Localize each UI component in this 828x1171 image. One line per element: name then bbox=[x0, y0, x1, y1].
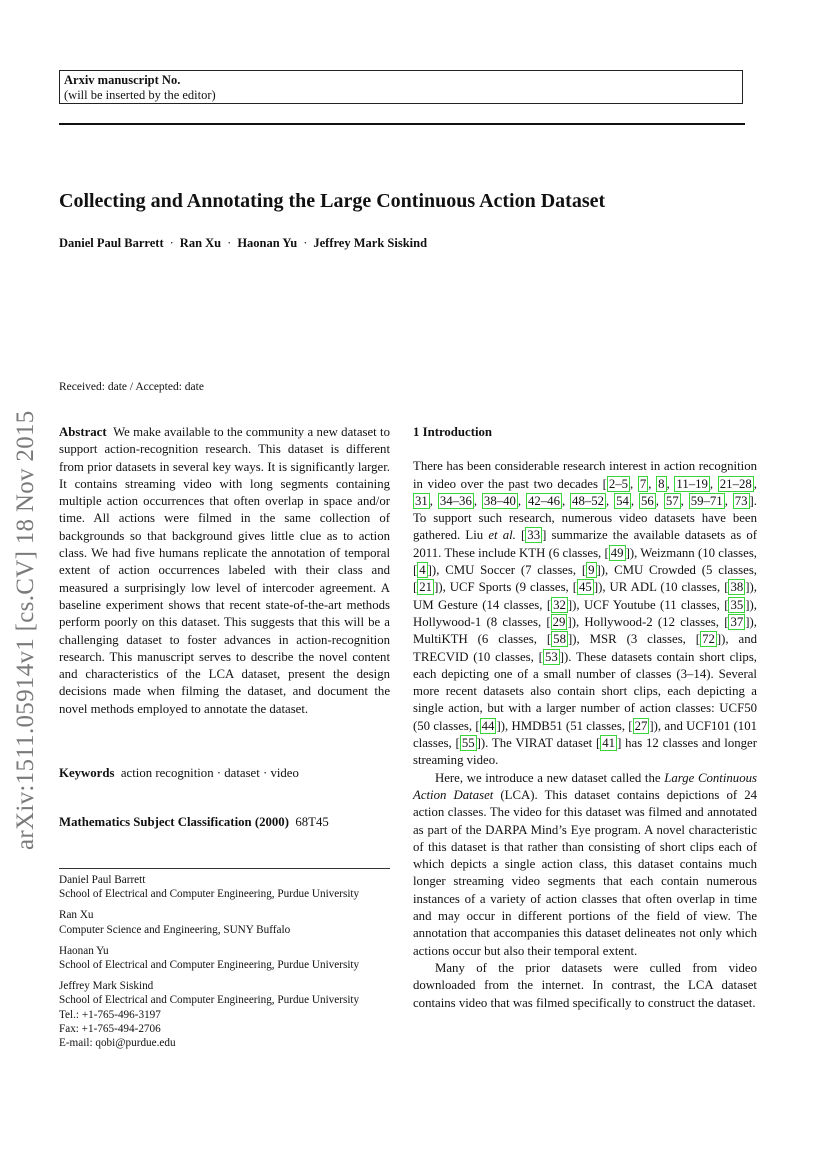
header-rule bbox=[59, 123, 745, 125]
emphasis-text: Large Continuous Action Dataset bbox=[413, 770, 757, 802]
citation-link[interactable]: 57 bbox=[665, 493, 679, 508]
author-separator: · bbox=[227, 236, 232, 250]
arxiv-identifier: arXiv:1511.05914v1 [cs.CV] 18 Nov 2015 bbox=[12, 410, 39, 850]
citation-link[interactable]: 44 bbox=[481, 718, 495, 733]
author-list bbox=[59, 236, 427, 251]
manuscript-note: (will be inserted by the editor) bbox=[64, 88, 216, 102]
received-date: Received: date / Accepted: date bbox=[59, 381, 204, 393]
author-name: Jeffrey Mark Siskind bbox=[313, 236, 428, 250]
affiliation-line: School of Electrical and Computer Engineering, Purdue University bbox=[59, 959, 360, 972]
citation-link[interactable]: 4 bbox=[419, 563, 426, 578]
author-name: Haonan Yu bbox=[237, 236, 298, 250]
affiliation-line: Computer Science and Engineering, SUNY Buffalo bbox=[59, 923, 291, 936]
affiliation-entry bbox=[59, 873, 399, 901]
affiliation-entry bbox=[59, 944, 399, 972]
intro-paragraph-3: Many of the prior datasets were culled from video downloaded from the internet. In contrast, the LCA dataset contains video that was filmed specifically to construct the dataset. bbox=[413, 960, 757, 1010]
citation-link[interactable]: 7 bbox=[639, 476, 647, 491]
citation-link[interactable]: 37 bbox=[730, 614, 744, 629]
paper-title: Collecting and Annotating the Large Continuous Action Dataset bbox=[59, 190, 606, 212]
citation-link[interactable]: 72 bbox=[702, 632, 715, 647]
intro-paragraph-1: There has been considerable research interest in action recognition in video over the past two decades [ 2–5 , 7 , 8 , 11–19 , 21–28 , 31 , 34–36 , 38–40 , 42–46 , 48–52 , 54 , 56 , 57 , 59–71 , 73 ]. To support such research, numerous video datasets have been gathered. Liu et al. [ 33 ] summarize the available datasets as of 2011. These include KTH (6 classes, [ 49 ]), Weizmann (10 classes, [ 4 ]), CMU Soccer (7 classes, [ 9 ]), CMU Crowded (5 classes, [ 21 ]), UCF Sports (9 classes, [ 45 ]), UR ADL (10 classes, [ 38 ]), UM Gesture (14 classes, [ 32 ]), UCF Youtube (11 classes, [ 35 ]), Hollywood-1 (8 classes, [ 29 ]), Hollywood-2 (12 classes, [ 37 ]), MultiKTH (6 classes, [ 58 ]), MSR (3 classes, [ 72 ]), and TRECVID (10 classes, [ 53 ]). These datasets contain short clips, each depicting one of a small number of classes (3–14). Several more recent datasets also contain short clips, each depicting a single action, but with a larger number of action classes: UCF50 (50 classes, [ 44 ]), HMDB51 (51 classes, [ 27 ]), and UCF101 (101 classes, [ 55 ]). The VIRAT dataset [ 41 ] has 12 classes and longer streaming video. bbox=[413, 459, 758, 768]
citation-link[interactable]: 49 bbox=[610, 545, 624, 560]
affiliation-name: Ran Xu bbox=[59, 909, 94, 922]
citation-link[interactable]: 32 bbox=[553, 597, 566, 612]
keywords bbox=[59, 766, 299, 781]
citation-link[interactable]: 38 bbox=[730, 580, 744, 595]
citation-link[interactable]: 53 bbox=[544, 649, 558, 664]
footnote-rule bbox=[59, 868, 390, 869]
citation-link[interactable]: 42–46 bbox=[527, 493, 560, 508]
author-separator: · bbox=[169, 236, 174, 250]
abstract-text: We make available to the community a new dataset to support action-recognition research. This dataset is different from prior datasets in several key ways. It is significantly larger. It contains streaming video with long segments containing multiple action occurrences that often overlap in space and/or time. All actions were filmed in the same collection of backgrounds so that background gives little clue as to action class. We had five humans replicate the annotation of temporal extent of action occurrences labeled with their class and measured a surprisingly low level of intercoder agreement. A baseline experiment shows that recent state-of-the-art methods perform poorly on this dataset. This suggests that this will be a challenging dataset to foster advances in action-recognition research. This manuscript serves to describe the novel content and characteristics of the LCA dataset, present the design decisions made when filming the dataset, and document the novel methods employed to annotate the dataset. bbox=[59, 425, 390, 716]
citation-link[interactable]: 21 bbox=[419, 580, 433, 595]
citation-link[interactable]: 27 bbox=[634, 718, 648, 733]
citation-link[interactable]: 33 bbox=[527, 528, 541, 543]
citation-link[interactable]: 38–40 bbox=[483, 493, 516, 508]
citation-link[interactable]: 31 bbox=[415, 493, 428, 508]
citation-link[interactable]: 59–71 bbox=[690, 493, 723, 508]
affiliation-name: Daniel Paul Barrett bbox=[59, 874, 146, 886]
affiliation-entry bbox=[59, 908, 399, 936]
citation-link[interactable]: 2–5 bbox=[608, 476, 629, 491]
affiliation-line: E-mail: qobi@purdue.edu bbox=[59, 1037, 176, 1050]
affiliation-name: Haonan Yu bbox=[59, 944, 109, 957]
affiliation-line: School of Electrical and Computer Engineering, Purdue University bbox=[59, 888, 360, 901]
citation-link[interactable]: 34–36 bbox=[439, 493, 472, 508]
author-name: Daniel Paul Barrett bbox=[59, 236, 164, 250]
affiliation-name: Jeffrey Mark Siskind bbox=[59, 980, 154, 993]
citation-link[interactable]: 54 bbox=[616, 493, 629, 508]
msc-code: 68T45 bbox=[295, 815, 329, 829]
msc-label: Mathematics Subject Classification (2000) bbox=[59, 815, 289, 829]
citation-link[interactable]: 48–52 bbox=[572, 493, 605, 508]
keywords-label: Keywords bbox=[59, 766, 115, 780]
citation-link[interactable]: 11–19 bbox=[676, 476, 708, 491]
citation-link[interactable]: 55 bbox=[461, 736, 475, 751]
manuscript-label: Arxiv manuscript No. bbox=[64, 73, 181, 87]
citation-link[interactable]: 56 bbox=[640, 493, 654, 508]
citation-link[interactable]: 29 bbox=[552, 614, 566, 629]
introduction-section bbox=[413, 424, 757, 1012]
manuscript-box bbox=[59, 70, 743, 104]
affiliation-line: Tel.: +1-765-496-3197 bbox=[59, 1008, 161, 1021]
citation-link[interactable]: 58 bbox=[553, 632, 566, 647]
affiliation-line: School of Electrical and Computer Engineering, Purdue University bbox=[59, 994, 360, 1007]
citation-link[interactable]: 45 bbox=[579, 580, 592, 595]
citation-link[interactable]: 8 bbox=[658, 476, 665, 491]
section-heading: 1 Introduction bbox=[413, 425, 493, 439]
author-name: Ran Xu bbox=[179, 236, 222, 250]
abstract bbox=[59, 424, 390, 718]
citation-link[interactable]: 21–28 bbox=[719, 476, 752, 491]
author-separator: · bbox=[303, 236, 308, 250]
subject-classification bbox=[59, 815, 329, 830]
intro-paragraph-2: Here, we introduce a new dataset called the Large Continuous Action Dataset (LCA). This dataset contains depictions of 24 action classes. The video for this dataset was filmed and annotated as part of the DARPA Mind’s Eye program. A novel characteristic of this dataset is that rather than consisting of short clips each of which depicts a single action class, this dataset contains much longer streaming video segments that each contain numerous instances of a variety of action classes that often overlap in time and may occur in different portions of the field of view. The annotation that accompanies this dataset delineates not only which actions occur but also their temporal extent. bbox=[413, 770, 757, 958]
abstract-label: Abstract bbox=[59, 425, 107, 439]
keywords-text: action recognition · dataset · video bbox=[120, 766, 299, 780]
affiliation-line: Fax: +1-765-494-2706 bbox=[59, 1022, 161, 1035]
citation-link[interactable]: 35 bbox=[730, 597, 744, 612]
citation-link[interactable]: 41 bbox=[602, 736, 616, 751]
emphasis-text: et al. bbox=[488, 528, 516, 543]
affiliation-entry bbox=[59, 979, 399, 1050]
affiliations bbox=[59, 873, 399, 1057]
citation-link[interactable]: 73 bbox=[734, 493, 748, 508]
citation-link[interactable]: 9 bbox=[588, 563, 595, 578]
